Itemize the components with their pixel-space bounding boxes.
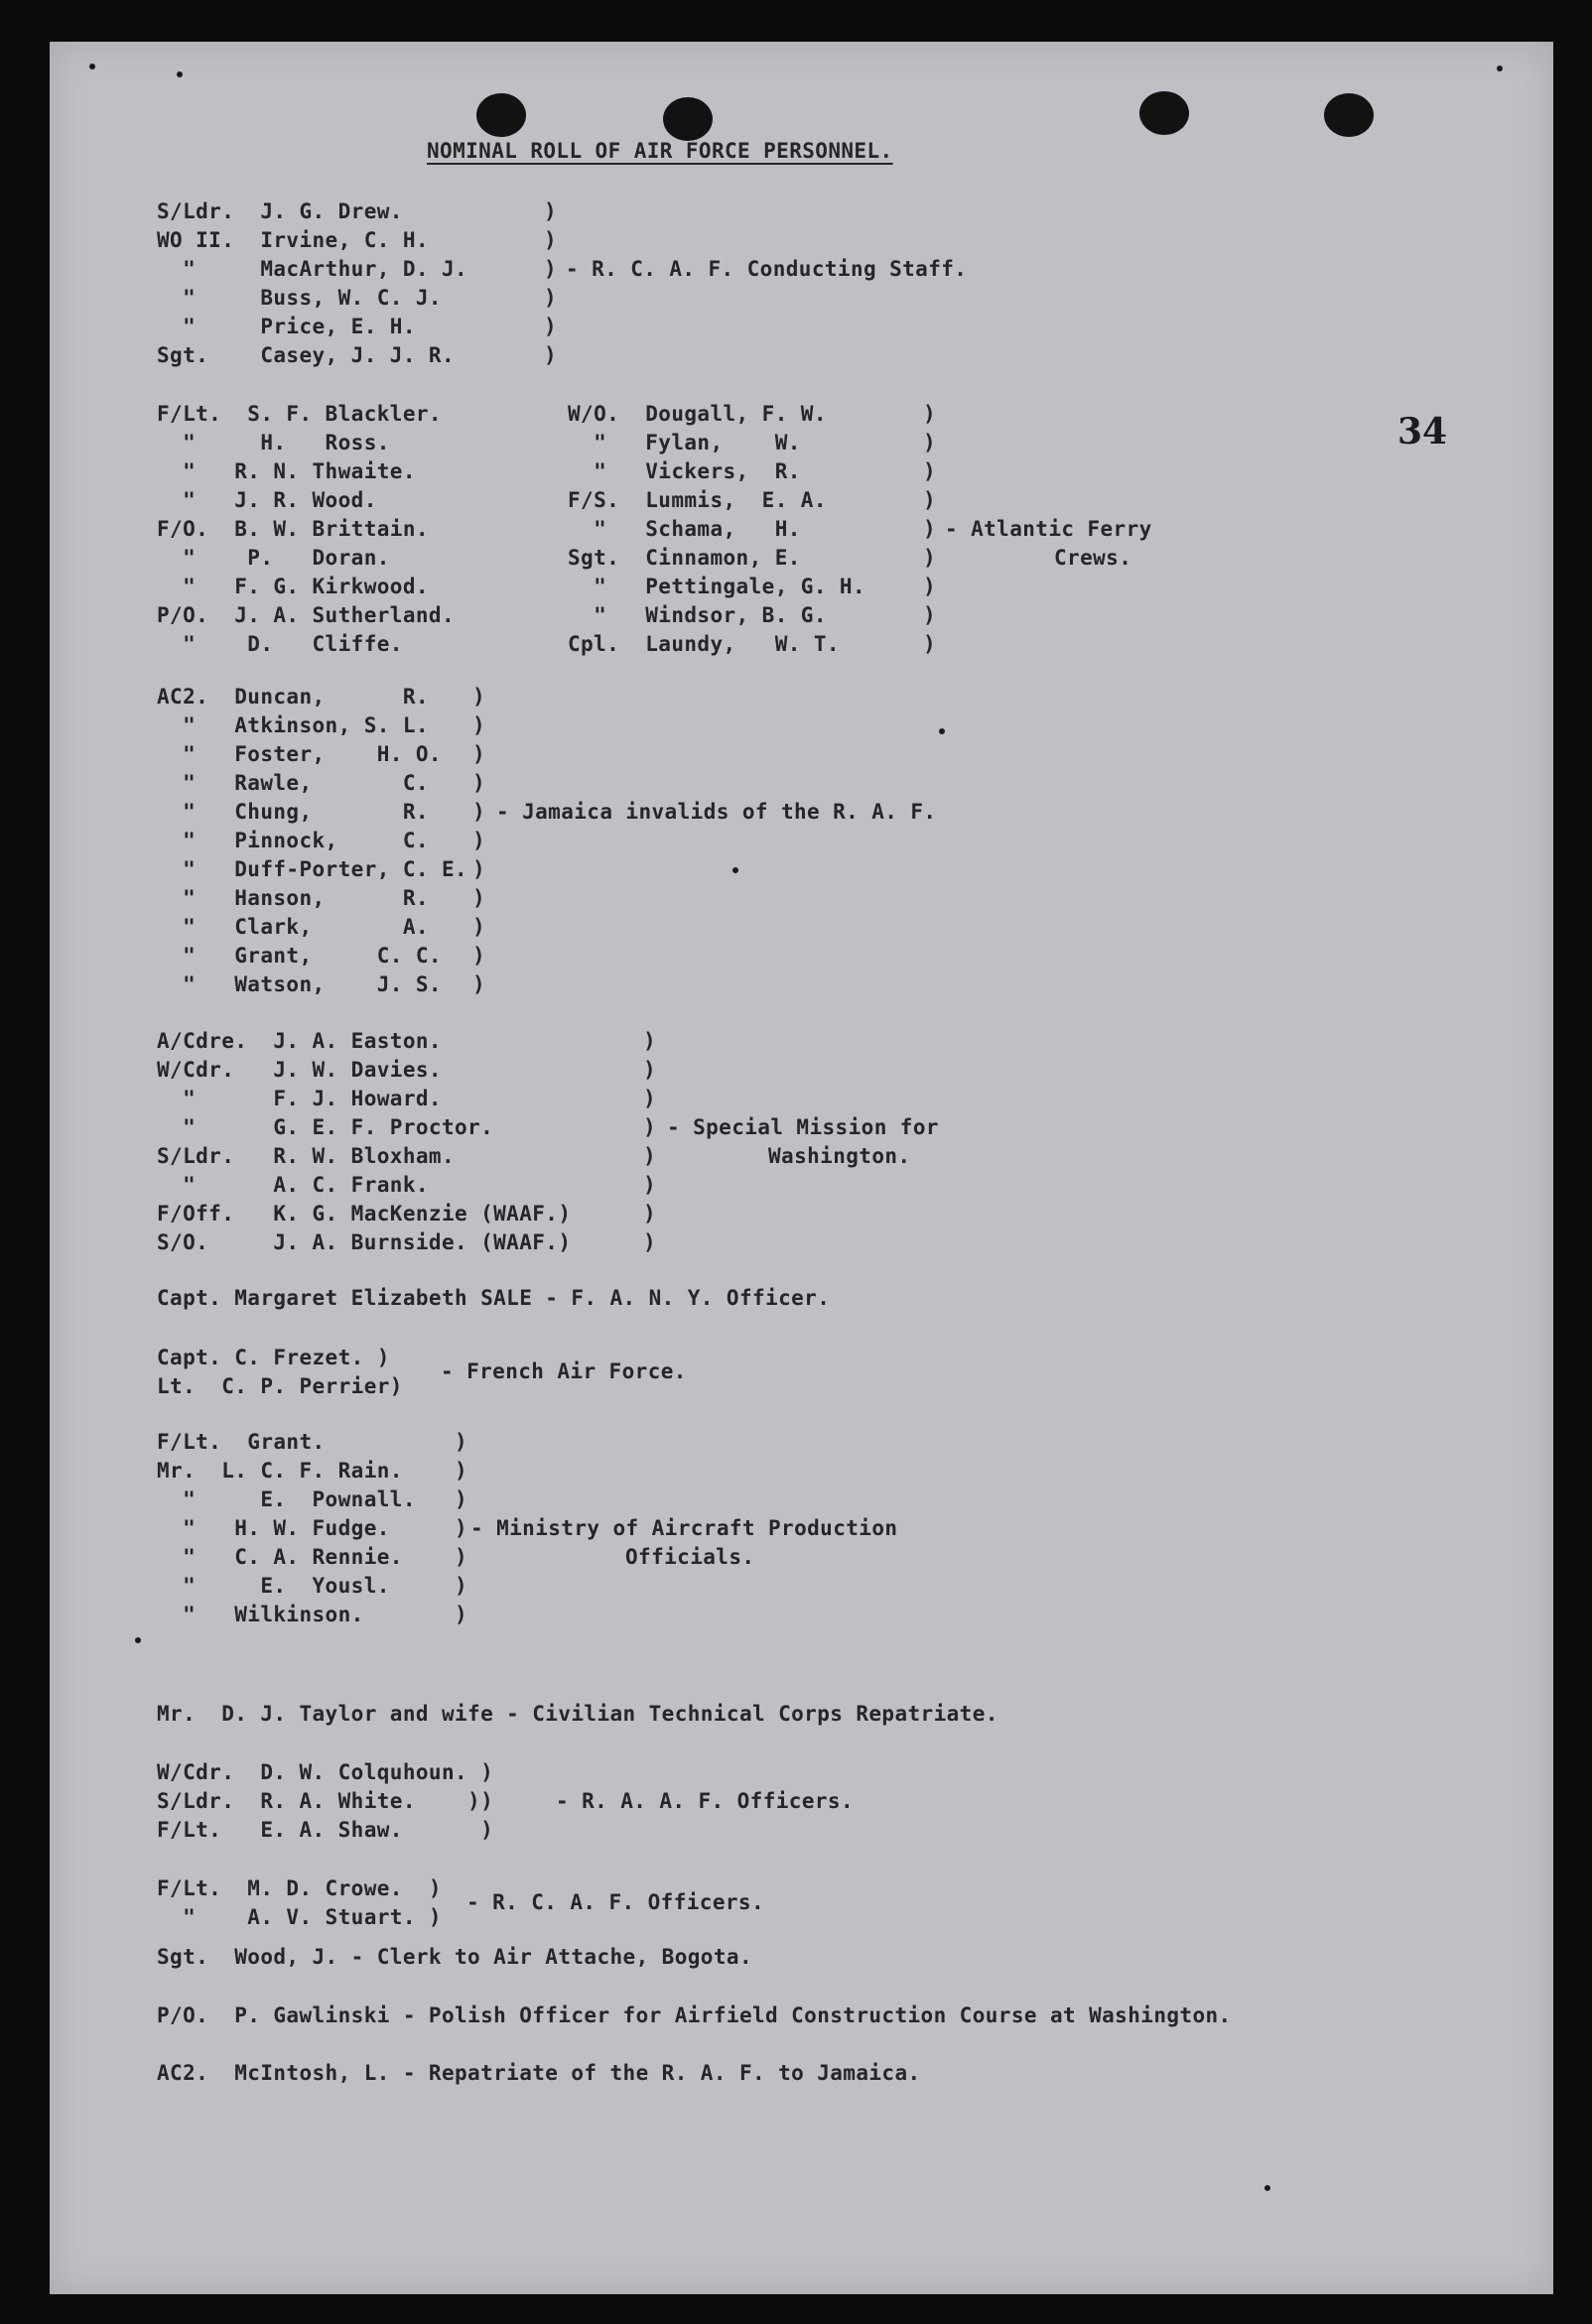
name-line: P/O. J. A. Sutherland.: [157, 603, 455, 627]
bracket: ): [923, 546, 937, 570]
name-line: F/O. B. W. Brittain.: [157, 517, 429, 541]
civilian-entry: Mr. D. J. Taylor and wife - Civilian Technical Corps Repatriate.: [157, 1702, 998, 1726]
name-list: [157, 1027, 571, 1257]
speck: [177, 71, 183, 77]
name-line: Cpl. Laundy, W. T.: [568, 632, 840, 656]
group-label: - Ministry of Aircraft Production: [470, 1516, 898, 1540]
bracket: ): [923, 459, 937, 483]
bracket: ): [923, 431, 937, 454]
punch-hole: [476, 93, 526, 137]
name-line: " Pettingale, G. H.: [568, 575, 865, 598]
name-line: " P. Doran.: [157, 546, 390, 570]
name-list: [157, 197, 467, 370]
bracket: ): [455, 1603, 468, 1626]
name-line: Mr. L. C. F. Rain.: [157, 1459, 403, 1483]
bracket: ): [455, 1430, 468, 1454]
name-line: Sgt. Casey, J. J. R.: [157, 343, 455, 367]
name-line: " E. Yousl.: [157, 1574, 390, 1598]
name-line: " A. V. Stuart. ): [157, 1905, 442, 1929]
name-list: [157, 1344, 403, 1401]
fany-entry: Capt. Margaret Elizabeth SALE - F. A. N. Y. Officer.: [157, 1286, 831, 1310]
bracket-column: [455, 1428, 467, 1629]
name-line: " Windsor, B. G.: [568, 603, 827, 627]
bracket: ): [472, 685, 486, 709]
single-entry: AC2. McIntosh, L. - Repatriate of the R. A. F. to Jamaica.: [157, 2061, 921, 2085]
group-label: - Jamaica invalids of the R. A. F.: [496, 800, 937, 824]
bracket: ): [643, 1029, 657, 1053]
name-line: " Wilkinson.: [157, 1603, 364, 1626]
name-line: " R. N. Thwaite.: [157, 459, 416, 483]
group-label: - R. C. A. F. Officers.: [466, 1890, 764, 1914]
name-line: " C. A. Rennie.: [157, 1545, 403, 1569]
name-line: " H. W. Fudge.: [157, 1516, 390, 1540]
name-line: Sgt. Cinnamon, E.: [568, 546, 801, 570]
bracket: ): [472, 915, 486, 939]
bracket: ): [643, 1115, 657, 1139]
speck: [89, 64, 95, 69]
bracket: ): [544, 228, 558, 252]
bracket: ): [544, 315, 558, 338]
name-line: " MacArthur, D. J.: [157, 257, 468, 281]
bracket-column: [923, 400, 936, 659]
name-line: Lt. C. P. Perrier): [157, 1374, 403, 1398]
name-line: F/Lt. Grant.: [157, 1430, 326, 1454]
name-line: F/Lt. E. A. Shaw. ): [157, 1818, 494, 1842]
speck: [1264, 2185, 1270, 2191]
bracket: ): [455, 1487, 468, 1511]
bracket: ): [544, 343, 558, 367]
name-line: " J. R. Wood.: [157, 488, 377, 512]
name-line: " A. C. Frank.: [157, 1173, 429, 1197]
name-line: " D. Cliffe.: [157, 632, 403, 656]
name-line: F/Lt. S. F. Blackler.: [157, 402, 442, 426]
name-list: [157, 1758, 493, 1845]
bracket: ): [472, 886, 486, 910]
name-line: AC2. Duncan, R.: [157, 685, 429, 709]
name-line: " H. Ross.: [157, 431, 390, 454]
bracket: ): [643, 1144, 657, 1168]
single-entry: Sgt. Wood, J. - Clerk to Air Attache, Bogota.: [157, 1945, 752, 1969]
bracket: ): [472, 713, 486, 737]
name-line: W/Cdr. J. W. Davies.: [157, 1058, 442, 1082]
speck: [939, 728, 945, 734]
group-label: - Special Mission for: [667, 1115, 939, 1139]
bracket: ): [455, 1459, 468, 1483]
name-line: " Buss, W. C. J.: [157, 286, 442, 310]
bracket: ): [643, 1173, 657, 1197]
name-line: " Price, E. H.: [157, 315, 416, 338]
bracket: ): [923, 603, 937, 627]
name-line: " Grant, C. C.: [157, 944, 442, 968]
bracket: ): [544, 199, 558, 223]
bracket: ): [544, 286, 558, 310]
name-line: " Duff-Porter, C. E.: [157, 857, 468, 881]
bracket: ): [455, 1574, 468, 1598]
name-line: " Chung, R.: [157, 800, 429, 824]
name-line: " E. Pownall.: [157, 1487, 416, 1511]
name-line: " F. G. Kirkwood.: [157, 575, 429, 598]
name-line: " Watson, J. S.: [157, 972, 442, 996]
group-label: - Atlantic Ferry: [945, 517, 1152, 541]
bracket: ): [472, 829, 486, 852]
name-line: " Pinnock, C.: [157, 829, 429, 852]
name-line: F/S. Lummis, E. A.: [568, 488, 827, 512]
document-page: [50, 42, 1553, 2294]
name-line: W/Cdr. D. W. Colquhoun. ): [157, 1760, 494, 1784]
name-line: A/Cdre. J. A. Easton.: [157, 1029, 442, 1053]
punch-hole: [663, 97, 713, 141]
group-label: - R. A. A. F. Officers.: [556, 1789, 854, 1813]
name-line: " Hanson, R.: [157, 886, 429, 910]
name-line: " Fylan, W.: [568, 431, 801, 454]
name-line: Capt. C. Frezet. ): [157, 1346, 390, 1369]
name-list: [157, 1874, 442, 1932]
group-label: Officials.: [625, 1545, 755, 1569]
bracket: ): [472, 771, 486, 795]
bracket: ): [643, 1230, 657, 1254]
single-entry: P/O. P. Gawlinski - Polish Officer for Airfield Construction Course at Washington.: [157, 2003, 1232, 2027]
name-line: " Rawle, C.: [157, 771, 429, 795]
name-line: " F. J. Howard.: [157, 1087, 442, 1110]
bracket: ): [923, 517, 937, 541]
bracket: ): [472, 800, 486, 824]
bracket-column: [643, 1027, 656, 1257]
name-list: [157, 1428, 416, 1629]
bracket: ): [544, 257, 558, 281]
bracket: ): [643, 1202, 657, 1226]
name-line: " Atkinson, S. L.: [157, 713, 429, 737]
name-line: " Schama, H.: [568, 517, 801, 541]
bracket: ): [643, 1058, 657, 1082]
bracket-column: [544, 197, 557, 370]
bracket: ): [923, 632, 937, 656]
name-line: S/O. J. A. Burnside. (WAAF.): [157, 1230, 572, 1254]
name-list: [157, 683, 467, 999]
punch-hole: [1139, 91, 1189, 135]
bracket: ): [923, 402, 937, 426]
name-list: [157, 400, 455, 659]
bracket: ): [455, 1516, 468, 1540]
bracket: ): [472, 944, 486, 968]
name-list: [568, 400, 865, 659]
document-title: NOMINAL ROLL OF AIR FORCE PERSONNEL.: [427, 139, 893, 163]
name-line: S/Ldr. R. W. Bloxham.: [157, 1144, 455, 1168]
bracket: ): [472, 972, 486, 996]
punch-hole: [1324, 93, 1374, 137]
name-line: W/O. Dougall, F. W.: [568, 402, 827, 426]
name-line: F/Lt. M. D. Crowe. ): [157, 1876, 442, 1900]
page-number: 34: [1397, 411, 1448, 452]
name-line: " Clark, A.: [157, 915, 429, 939]
bracket-column: [472, 683, 485, 999]
name-line: S/Ldr. R. A. White. )): [157, 1789, 494, 1813]
bracket: ): [923, 488, 937, 512]
name-line: " Foster, H. O.: [157, 742, 442, 766]
group-label: - R. C. A. F. Conducting Staff.: [566, 257, 968, 281]
group-label: Washington.: [768, 1144, 911, 1168]
group-label: - French Air Force.: [441, 1359, 687, 1383]
name-line: " G. E. F. Proctor.: [157, 1115, 494, 1139]
bracket: ): [455, 1545, 468, 1569]
bracket: ): [643, 1087, 657, 1110]
name-line: F/Off. K. G. MacKenzie (WAAF.): [157, 1202, 572, 1226]
group-label: Crews.: [1054, 546, 1132, 570]
name-line: " Vickers, R.: [568, 459, 801, 483]
bracket: ): [472, 742, 486, 766]
bracket: ): [472, 857, 486, 881]
speck: [1497, 65, 1503, 71]
bracket: ): [923, 575, 937, 598]
speck: [732, 867, 738, 873]
name-line: WO II. Irvine, C. H.: [157, 228, 429, 252]
speck: [135, 1637, 141, 1643]
name-line: S/Ldr. J. G. Drew.: [157, 199, 403, 223]
